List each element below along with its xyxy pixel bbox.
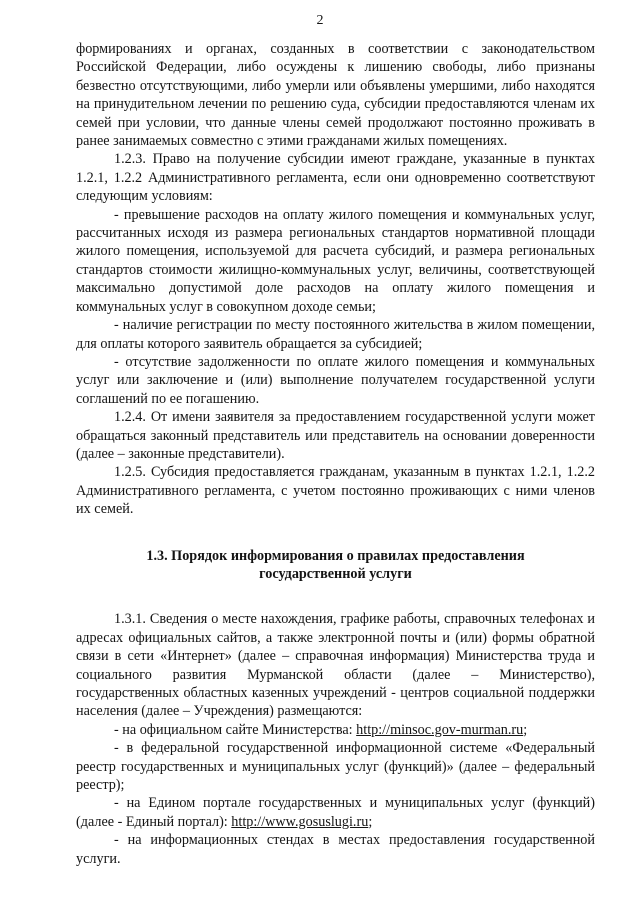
section-heading-line-2: государственной услуги [259,565,412,582]
unified-portal-suffix: ; [368,813,373,830]
official-site-suffix: ; [523,721,528,738]
document-body [76,40,595,868]
condition-registration: - наличие регистрации по месту постоянного жительства в жилом помещении, для оплаты которого заявитель обращается за субсидией; [76,317,595,352]
official-site-text: - на официальном сайте Министерства: [114,721,357,738]
list-item-official-site [76,721,595,739]
section-heading [76,547,595,584]
condition-expenses: - превышение расходов на оплату жилого помещения и коммунальных услуг, рассчитанных исходя из размера региональных стандартов нормативной площади жилого помещения, используемой для расчета субсидий, и размера региональных стандартов стоимости жилищно-коммунальных услуг, величины, соответствующей максимально допустимой доле расходов на оплату жилого помещения и коммунальных услуг в совокупном доходе семьи; [76,206,595,315]
paragraph-1-2-4: 1.2.4. От имени заявителя за предоставлением государственной услуги может обращаться законный представитель или представитель на основании доверенности (далее – законные представители). [76,409,595,462]
paragraph-1-2-5: 1.2.5. Субсидия предоставляется гражданам, указанным в пунктах 1.2.1, 1.2.2 Административного регламента, с учетом постоянно проживающих с ними членов их семей. [76,464,595,518]
section-heading-line-1: 1.3. Порядок информирования о правилах предоставления [146,547,525,564]
list-item-federal-registry: - в федеральной государственной информационной системе «Федеральный реестр государственных и муниципальных услуг (функций)» (далее – федеральный реестр); [76,740,595,794]
paragraph-continuation: формированиях и органах, созданных в соответствии с законодательством Российской Федерации, либо осуждены к лишению свободы, либо признаны безвестно отсутствующими, либо умерли или объявлены умершими, либо находятся на принудительном лечении по решению суда, субсидии предоставляются членам их семей при условии, что данные члены семей продолжают постоянно проживать в ранее занимаемых совместно с этими гражданами жилых помещениях. [76,41,595,150]
page-number: 2 [316,13,324,28]
paragraph-1-3-1: 1.3.1. Сведения о месте нахождения, графике работы, справочных телефонах и адресах официальных сайтов, а также электронной почты и (или) формы обратной связи в сети «Интернет» (далее – справочная информация) Министерства труда и социального развития Мурманской области (далее – Министерство), государственных областных казенных учреждений - центров социальной поддержки населения (далее – Учреждения) размещаются: [76,611,595,720]
gosuslugi-link[interactable]: http://www.gosuslugi.ru [231,813,369,830]
unified-portal-text: - на Едином портале государственных и муниципальных услуг (функций) (далее - Единый портал): [76,795,595,830]
condition-no-debt: - отсутствие задолженности по оплате жилого помещения и коммунальных услуг или заключение и (или) выполнение получателем государственной услуги соглашений по ее погашению. [76,353,595,407]
paragraph-1-2-3: 1.2.3. Право на получение субсидии имеют граждане, указанные в пунктах 1.2.1, 1.2.2 Административного регламента, если они одновременно соответствуют следующим условиям: [76,151,595,205]
list-item-info-stands: - на информационных стендах в местах предоставления государственной услуги. [76,832,595,867]
list-item-unified-portal [76,794,595,831]
ministry-site-link[interactable]: http://minsoc.gov-murman.ru [356,721,524,738]
